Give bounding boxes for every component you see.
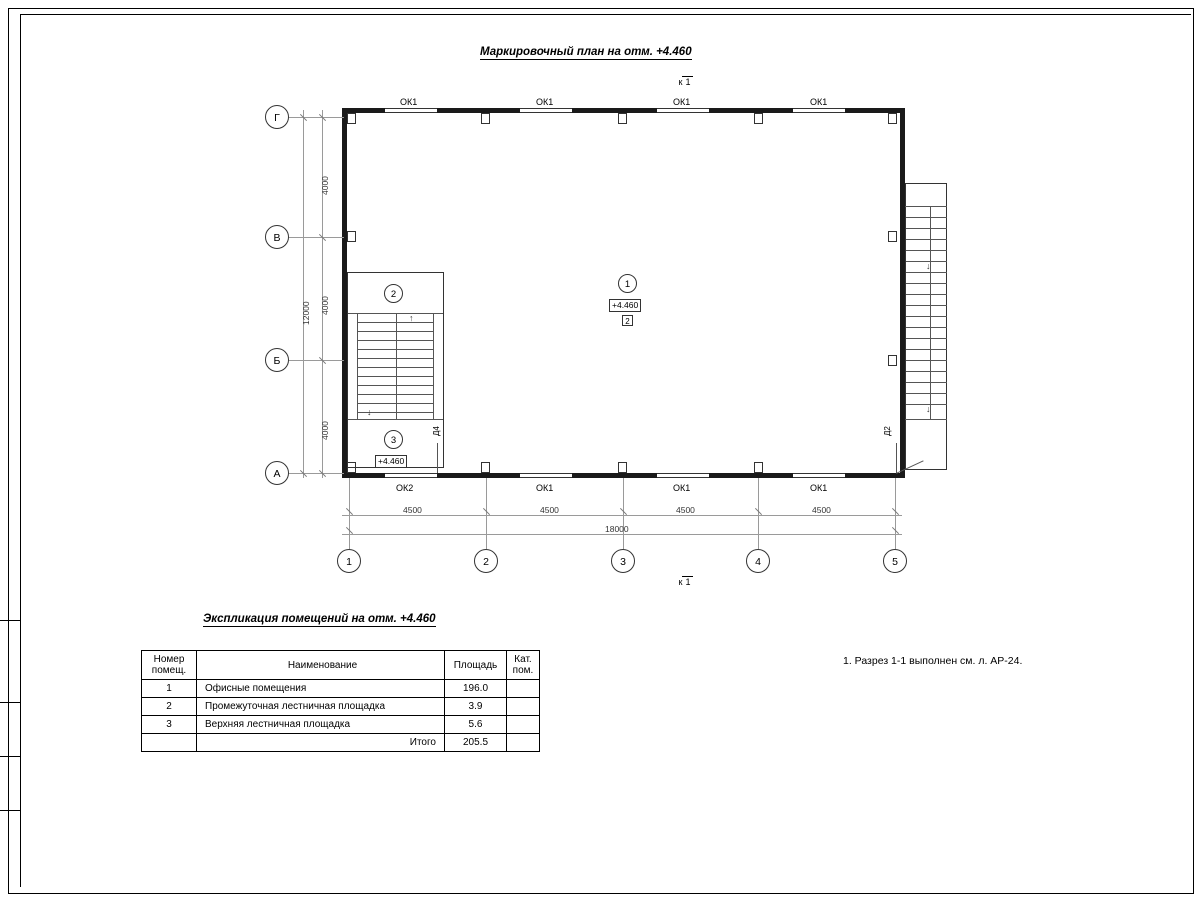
column-right-b	[888, 231, 897, 242]
internal-stair-steps-right	[397, 331, 433, 332]
sheet-side-stamp	[0, 620, 20, 892]
column-top-3	[618, 113, 627, 124]
cell-room-number: 1	[142, 680, 197, 698]
cell-room-name: Верхняя лестничная площадка	[197, 716, 445, 734]
internal-stair-steps-left	[358, 394, 396, 395]
axis-bubble-3: 3	[611, 549, 635, 573]
axis-bubble-5: 5	[883, 549, 907, 573]
internal-stair-right-edge	[433, 313, 434, 420]
stair-direction-arrow-down-left: ↓	[367, 407, 372, 417]
section-marker-top	[668, 76, 704, 87]
header-room-number	[142, 651, 197, 680]
room-3-level: +4.460	[375, 455, 407, 468]
window-label-bottom-3: ОК1	[673, 483, 691, 493]
window-label-top-4: ОК1	[810, 97, 828, 107]
external-stair-divider	[930, 206, 931, 419]
explication-table	[141, 650, 540, 752]
cell-total-label: Итого	[197, 734, 445, 752]
explication-title: Экспликация помещений на отм. +4.460	[203, 613, 436, 625]
axis-bubble-2: 2	[474, 549, 498, 573]
internal-stair-steps-left	[358, 367, 396, 368]
axis-bubble-4: 4	[746, 549, 770, 573]
internal-stair-steps-left	[358, 322, 396, 323]
dim-bottom-4: 4500	[812, 505, 831, 515]
column-bottom-4	[754, 462, 763, 473]
section-marker-number-2: 1	[682, 576, 693, 587]
internal-stair-steps-right	[397, 340, 433, 341]
dim-chain-bottom-inner	[342, 515, 902, 516]
column-bottom-2	[481, 462, 490, 473]
axis-bubble-v: В	[265, 225, 289, 249]
table-row	[142, 680, 540, 698]
cell-room-category	[507, 716, 540, 734]
external-stair-steps	[906, 228, 947, 229]
cell-room-area: 5.6	[445, 716, 507, 734]
column-top-2	[481, 113, 490, 124]
cell-room-name: Офисные помещения	[197, 680, 445, 698]
external-stair-steps	[906, 316, 947, 317]
door-d2-label: Д2	[883, 426, 892, 436]
internal-stair-steps-left	[358, 403, 396, 404]
axis-bubble-g: Г	[265, 105, 289, 129]
section-marker-letter-2: к	[678, 577, 683, 587]
window-label-top-1: ОК1	[400, 97, 418, 107]
header-category	[507, 651, 540, 680]
internal-stair-steps-right	[397, 358, 433, 359]
section-marker-letter: к	[678, 77, 683, 87]
external-stair-steps	[906, 360, 947, 361]
window-opening-bottom-1	[385, 473, 437, 478]
header-category-line2: пом.	[512, 665, 534, 676]
stair-direction-arrow-down-right: ↓	[926, 261, 931, 271]
window-label-bottom-4: ОК1	[810, 483, 828, 493]
column-top-1	[347, 113, 356, 124]
external-stair-steps	[906, 338, 947, 339]
drawing-note: 1. Разрез 1-1 выполнен см. л. АР-24.	[843, 655, 1023, 667]
table-row	[142, 716, 540, 734]
dim-chain-left-outer	[303, 110, 304, 478]
room-marker-3: 3	[384, 430, 403, 449]
column-top-4	[754, 113, 763, 124]
cell-total-category	[507, 734, 540, 752]
section-marker-number: 1	[682, 76, 693, 87]
internal-stair-steps-left	[358, 358, 396, 359]
external-stair-steps	[906, 294, 947, 295]
axis-line-a	[289, 473, 344, 474]
dim-left-1: 4000	[320, 176, 330, 195]
external-stair-steps	[906, 382, 947, 383]
internal-stair-steps-left	[358, 412, 396, 413]
internal-stair-steps-left	[358, 331, 396, 332]
window-opening-top-2	[520, 108, 572, 113]
internal-stair-steps-left	[358, 340, 396, 341]
door-d4-label: Д4	[432, 426, 441, 436]
internal-stair-steps-right	[397, 376, 433, 377]
dim-bottom-3: 4500	[676, 505, 695, 515]
plan-title: Маркировочный план на отм. +4.460	[480, 46, 692, 58]
internal-stair-steps-right	[397, 403, 433, 404]
table-total-row	[142, 734, 540, 752]
dim-left-2: 4000	[320, 296, 330, 315]
column-right-c	[888, 355, 897, 366]
window-label-bottom-2: ОК1	[536, 483, 554, 493]
section-marker-bottom	[668, 576, 704, 587]
internal-stair-steps-left	[358, 385, 396, 386]
cell-room-category	[507, 698, 540, 716]
axis-bubble-b: Б	[265, 348, 289, 372]
cell-total-empty	[142, 734, 197, 752]
room-1-level: +4.460	[609, 299, 641, 312]
window-opening-bottom-2	[520, 473, 572, 478]
table-header-row	[142, 651, 540, 680]
external-stair-steps	[906, 349, 947, 350]
external-stair-steps	[906, 393, 947, 394]
window-opening-bottom-4	[793, 473, 845, 478]
room-marker-1: 1	[618, 274, 637, 293]
header-room-number-line1: Номер	[153, 654, 185, 665]
external-stair-landing-line-bottom	[905, 419, 947, 420]
internal-stair-steps-right	[397, 367, 433, 368]
internal-stair-steps-right	[397, 385, 433, 386]
column-bottom-3	[618, 462, 627, 473]
internal-stair-steps-left	[358, 349, 396, 350]
cell-room-category	[507, 680, 540, 698]
external-stair-steps	[906, 239, 947, 240]
external-stair-landing-line-top	[905, 206, 947, 207]
axis-bubble-1: 1	[337, 549, 361, 573]
door-d4-leaf	[437, 443, 438, 473]
external-stair-steps	[906, 283, 947, 284]
dim-left-total: 12000	[301, 301, 311, 325]
axis-line-b	[289, 360, 344, 361]
internal-stair-steps-right	[397, 412, 433, 413]
door-d2-leaf	[896, 443, 897, 473]
window-label-top-3: ОК1	[673, 97, 691, 107]
table-row	[142, 698, 540, 716]
window-opening-top-3	[657, 108, 709, 113]
column-left-b	[347, 231, 356, 242]
external-stair-steps	[906, 305, 947, 306]
cell-room-area: 3.9	[445, 698, 507, 716]
header-name: Наименование	[197, 651, 445, 680]
external-stair-steps	[906, 327, 947, 328]
dim-chain-bottom-outer	[342, 534, 902, 535]
stair-direction-arrow-up-left: ↑	[409, 313, 414, 323]
axis-bubble-a: А	[265, 461, 289, 485]
cell-room-name: Промежуточная лестничная площадка	[197, 698, 445, 716]
window-opening-top-4	[793, 108, 845, 113]
header-area: Площадь	[445, 651, 507, 680]
sheet-border-inner	[20, 14, 1191, 887]
axis-line-g	[289, 117, 344, 118]
window-label-bottom-1: ОК2	[396, 483, 414, 493]
axis-line-v	[289, 237, 344, 238]
cell-room-number: 2	[142, 698, 197, 716]
header-room-number-line2: помещ.	[151, 665, 187, 676]
dim-bottom-1: 4500	[403, 505, 422, 515]
internal-stair-steps-right	[397, 394, 433, 395]
dim-left-3: 4000	[320, 421, 330, 440]
dim-bottom-2: 4500	[540, 505, 559, 515]
cell-room-number: 3	[142, 716, 197, 734]
internal-stair-steps-right	[397, 349, 433, 350]
window-opening-top-1	[385, 108, 437, 113]
stair-direction-arrow-down-right2: ↓	[926, 404, 931, 414]
dim-bottom-total: 18000	[605, 524, 629, 534]
internal-stair-steps-left	[358, 376, 396, 377]
column-top-5	[888, 113, 897, 124]
external-stair-steps	[906, 217, 947, 218]
external-stair-steps	[906, 272, 947, 273]
external-stair-steps	[906, 371, 947, 372]
window-opening-bottom-3	[657, 473, 709, 478]
finish-marker-box: 2	[622, 315, 633, 326]
cell-total-area: 205.5	[445, 734, 507, 752]
external-stair-steps	[906, 250, 947, 251]
internal-stair-steps-right	[397, 322, 433, 323]
room-marker-2: 2	[384, 284, 403, 303]
cell-room-area: 196.0	[445, 680, 507, 698]
header-category-line1: Кат.	[514, 654, 532, 665]
window-label-top-2: ОК1	[536, 97, 554, 107]
